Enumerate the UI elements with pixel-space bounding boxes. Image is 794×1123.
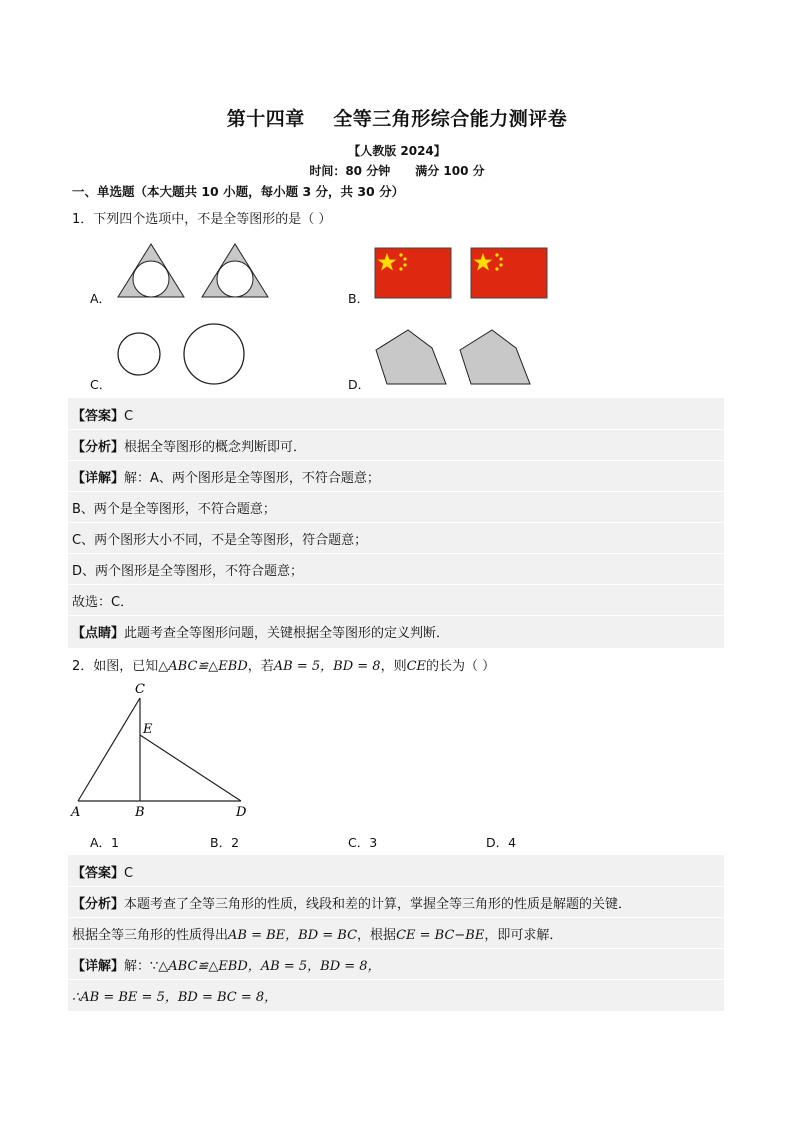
circle-in-triangle-2: [217, 261, 253, 297]
q2-triangle-figure: [68, 678, 268, 820]
q2-stem-suffix: 的长为（ ）: [426, 659, 496, 674]
q1-detail-line-2: B、两个是全等图形，不符合题意；: [72, 502, 276, 517]
analysis2-math2: CE = BC−BE: [396, 928, 485, 943]
q2-detail-line-1: [72, 955, 381, 974]
comment-text: 此题考查全等图形问题，关键根据全等图形的定义判断．: [124, 626, 450, 641]
q2-option-c: C．3: [348, 835, 378, 850]
flag-icon-1: [375, 248, 451, 298]
q1-analysis-line: [72, 436, 306, 455]
label-a: A: [71, 805, 81, 820]
circle-in-triangle-1: [133, 261, 169, 297]
question-2-stem: [72, 655, 495, 674]
q1-option-c-label: C．: [90, 377, 112, 392]
analysis2-mid: ，根据: [357, 928, 397, 943]
q2-stem-given: AB = 5，BD = 8: [273, 659, 381, 674]
time-score-info: 时间：80 分钟 满分 100 分: [309, 164, 485, 178]
q1-detail-line-5: 故选：C．: [72, 595, 134, 610]
q1-option-a-figure: [115, 240, 275, 302]
q2-stem-target: CE: [406, 659, 427, 674]
q2-stem-mid: ，若: [247, 659, 274, 674]
q1-detail-line-1: [72, 467, 380, 486]
page-title: 第十四章 全等三角形综合能力测评卷: [226, 108, 568, 130]
analysis-tag: 【分析】: [72, 897, 125, 912]
analysis2-pre: 根据全等三角形的性质得出: [72, 928, 229, 943]
label-d: D: [236, 805, 247, 820]
q1-option-c-figure: [112, 320, 252, 388]
answer-tag: 【答案】: [72, 409, 125, 424]
section-heading: 一、单选题（本大题共 10 小题，每小题 3 分，共 30 分）: [72, 184, 405, 199]
answer-tag: 【答案】: [72, 866, 125, 881]
analysis-tag: 【分析】: [72, 440, 125, 455]
q2-analysis-line-2: [72, 924, 562, 943]
edition-subtitle: 【人教版 2024】: [348, 144, 446, 158]
q2-stem-mid2: ，则: [380, 659, 407, 674]
analysis-text: 根据全等图形的概念判断即可．: [124, 440, 307, 455]
label-c: C: [135, 682, 145, 697]
pentagon-shape-1: [376, 330, 446, 384]
q1-answer-line: [72, 405, 133, 424]
q1-detail-line-4: D、两个图形是全等图形，不符合题意；: [72, 564, 304, 579]
q2-analysis-line: [72, 893, 631, 912]
detail-math: △ABC≌△EBD，AB = 5，BD = 8，: [158, 959, 381, 974]
analysis2-math1: AB = BE，BD = BC: [228, 928, 358, 943]
detail-tag: 【详解】: [72, 959, 125, 974]
q2-detail-line-2: ∴AB = BE = 5，BD = BC = 8，: [72, 990, 278, 1005]
large-circle: [184, 324, 244, 384]
q1-comment-line: [72, 622, 449, 641]
q2-answer-line: [72, 862, 133, 881]
answer-value: C: [124, 409, 134, 424]
q1-option-d-figure: [372, 326, 538, 388]
pentagon-shape-2: [460, 330, 530, 384]
q1-detail-line-3: C、两个图形大小不同，不是全等图形，符合题意；: [72, 533, 368, 548]
q2-option-d: D．4: [486, 835, 517, 850]
segment-ed: [140, 735, 241, 801]
label-e: E: [143, 722, 153, 737]
q1-option-b-label: B．: [348, 291, 370, 306]
comment-tag: 【点睛】: [72, 626, 125, 641]
q1-option-a-label: A．: [90, 291, 112, 306]
question-1-stem: 1．下列四个选项中，不是全等图形的是（ ）: [72, 212, 332, 227]
detail-text: 解：A、两个图形是全等图形，不符合题意；: [124, 471, 380, 486]
label-b: B: [135, 805, 145, 820]
small-circle: [118, 333, 160, 375]
segment-ac: [78, 698, 140, 801]
q2-stem-prefix: 2．如图，已知: [72, 659, 159, 674]
answer-value: C: [124, 866, 134, 881]
detail-tag: 【详解】: [72, 471, 125, 486]
detail-pre: 解：∵: [124, 959, 159, 974]
flag-icon-2: [471, 248, 547, 298]
q2-option-b: B．2: [210, 835, 240, 850]
q2-option-a: A．1: [90, 835, 120, 850]
q1-option-d-label: D．: [348, 377, 371, 392]
analysis2-suffix: ，即可求解．: [484, 928, 563, 943]
analysis-text: 本题考查了全等三角形的性质，线段和差的计算，掌握全等三角形的性质是解题的关键．: [124, 897, 632, 912]
q2-answer-block: [68, 855, 724, 1011]
q2-stem-congruence: △ABC≌△EBD: [158, 659, 248, 674]
q1-option-b-figure: [373, 246, 551, 300]
q1-answer-block: [68, 398, 724, 648]
